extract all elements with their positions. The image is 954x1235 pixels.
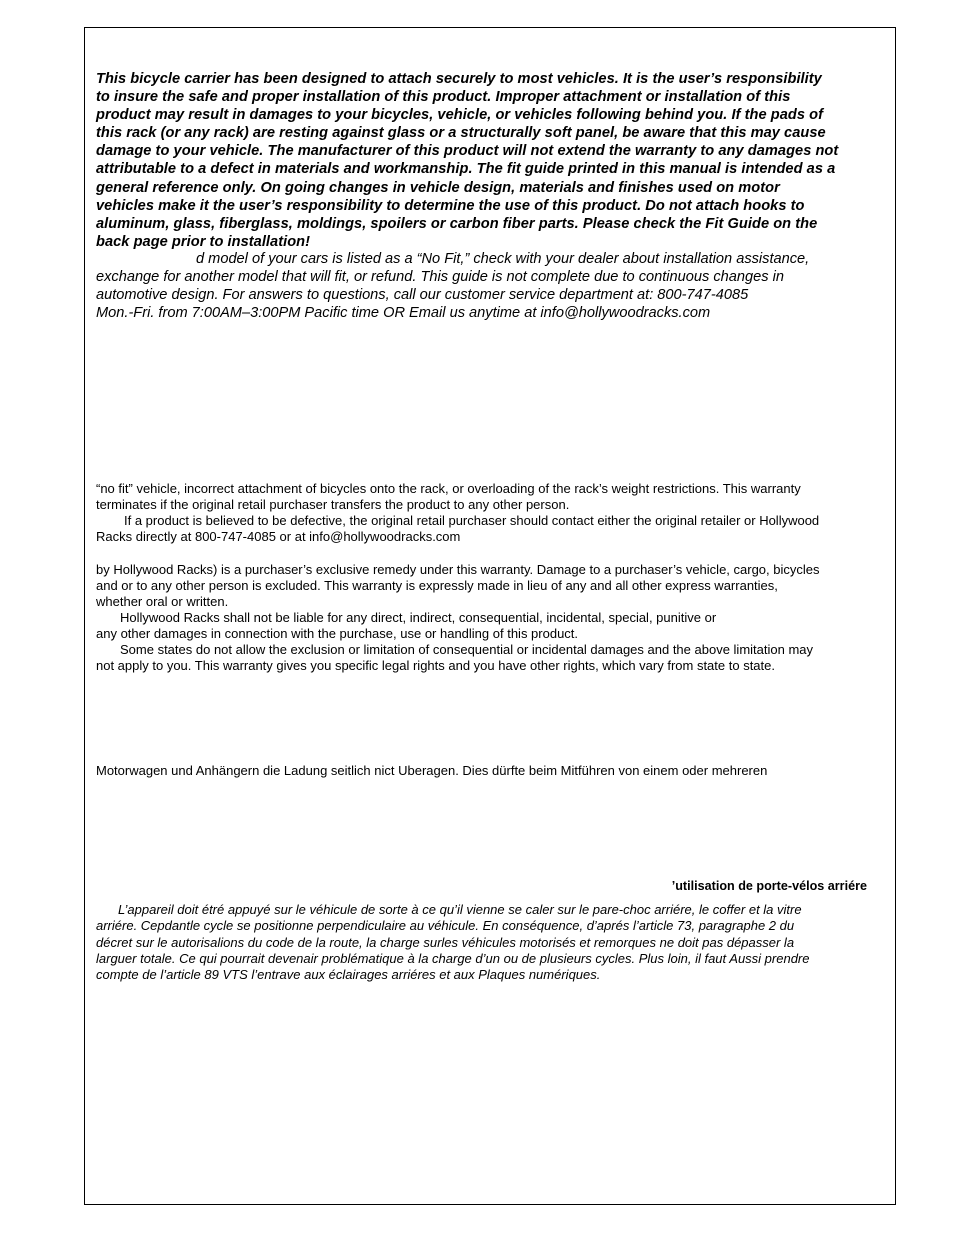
fit-note-line: Mon.-Fri. from 7:00AM–3:00PM Pacific time OR Email us anytime at info@hollywoodracks.com [96,305,711,322]
warning-line: general reference only. On going changes in vehicle design, materials and finishes used on motor [96,179,780,196]
warning-line: aluminum, glass, fiberglass, moldings, spoilers or carbon fiber parts. Please check the Fit Guide on the [96,215,818,232]
warning-line: product may result in damages to your bicycles, vehicle, or vehicles following behind you. If the pads of [96,107,823,124]
warranty-line: by Hollywood Racks) is a purchaser’s exclusive remedy under this warranty. Damage to a purchaser’s vehicle, cargo, bicycles [96,562,820,577]
french-line: décret sur le autorisalions du code de la route, la charge surles véhicules motorisés et remorques ne doit pas dépasser la [96,934,795,950]
warning-line: back page prior to installation! [96,233,311,250]
french-heading: ’utilisation de porte-vélos arriére [671,879,867,893]
warning-paragraph [96,70,891,251]
warning-line: damage to your vehicle. The manufacturer of this product will not extend the warranty to any damages not [96,143,839,160]
fit-note-line: exchange for another model that will fit, or refund. This guide is not complete due to continuous changes in [96,269,784,286]
french-line: larguer totale. Ce qui pourrait devenair problématique à la charge d’un ou de plusieurs cycles. Plus loin, il faut Aussi prendre [96,950,810,966]
warranty-line: Racks directly at 800-747-4085 or at info@hollywoodracks.com [96,529,461,544]
french-paragraph [96,902,891,983]
warranty-line: any other damages in connection with the purchase, use or handling of this product. [96,626,579,641]
french-line: L’appareil doit étré appuyé sur le véhicule de sorte à ce qu’il vienne se caler sur le pare-choc arriére, le coffer et la vitre [118,902,802,917]
warranty-line: and or to any other person is excluded. This warranty is expressly made in lieu of any and all other express warranties, [96,578,778,593]
warranty-line: whether oral or written. [96,594,229,609]
warranty-terms-paragraph [96,481,891,545]
warranty-line: not apply to you. This warranty gives you specific legal rights and you have other rights, which vary from state to state. [96,658,775,673]
warranty-line: Some states do not allow the exclusion or limitation of consequential or incidental damages and the above limitation may [120,642,814,657]
warranty-line: If a product is believed to be defective, the original retail purchaser should contact either the original retailer or Hollywood [124,513,820,528]
german-line: Motorwagen und Anhängern die Ladung seitlich nict Uberagen. Dies dürfte beim Mitführen von einem oder mehreren [96,763,768,778]
german-text [96,763,891,779]
warranty-remedy-paragraph [96,562,891,674]
french-line: compte de l’article 89 VTS l’entrave aux éclairages arriéres et aux Plaques numériques. [96,967,601,983]
warning-line: this rack (or any rack) are resting against glass or a structurally soft panel, be aware that this may cause [96,125,826,142]
warning-line: attributable to a defect in materials and workmanship. The fit guide printed in this manual is intended as a [96,161,836,178]
french-line: arriére. Cepdantle cycle se positionne perpendiculaire au véhicule. En conséquence, d’aprés l’article 73, paragraphe 2 du [96,918,795,934]
warranty-line: “no fit” vehicle, incorrect attachment of bicycles onto the rack, or overloading of the rack’s weight restrictions. This warranty [96,481,801,496]
warning-line: to insure the safe and proper installation of this product. Improper attachment or installation of this [96,89,791,106]
warning-line: vehicles make it the user’s responsibility to determine the use of this product. Do not attach hooks to [96,197,805,214]
fit-guide-note [96,250,891,322]
warranty-line: Hollywood Racks shall not be liable for any direct, indirect, consequential, incidental, special, punitive or [120,610,717,625]
warning-line: This bicycle carrier has been designed to attach securely to most vehicles. It is the user’s responsibility [96,71,822,87]
warranty-line: terminates if the original retail purchaser transfers the product to any other person. [96,497,570,512]
fit-note-line: automotive design. For answers to questions, call our customer service department at: 800-747-4085 [96,287,749,304]
fit-note-line: d model of your cars is listed as a “No Fit,” check with your dealer about installation assistance, [196,251,810,267]
